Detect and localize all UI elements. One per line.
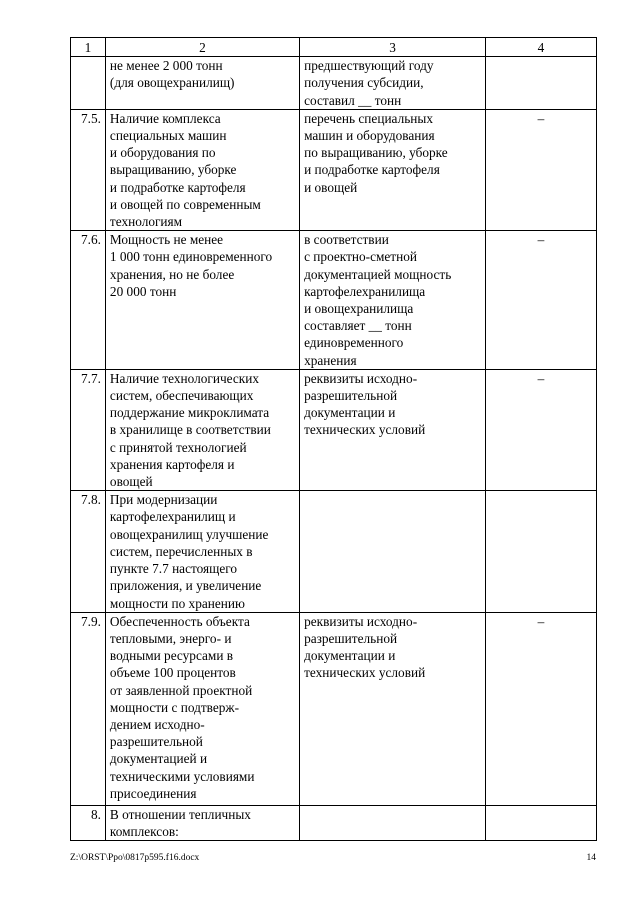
row-number [71,57,106,110]
criterion-cell: не менее 2 000 тонн (для овощехранилищ) [105,57,299,110]
criterion-cell: Наличие технологических систем, обеспечивающих поддержание микроклимата в хранилище в соответствии с принятой технологией хранения картофеля и овощей [105,369,299,490]
table-row [71,231,597,370]
column-header-3: 3 [300,38,486,57]
mark-cell [486,491,597,612]
table-row [71,805,597,840]
criterion-cell: Мощность не менее 1 000 тонн единовременного хранения, но не более 20 000 тонн [105,231,299,370]
documents-cell: перечень специальных машин и оборудования по выращиванию, уборке и подработке картофеля и овощей [300,109,486,230]
mark-cell: – [486,231,597,370]
documents-cell: предшествующий году получения субсидии, составил __ тонн [300,57,486,110]
table-row [71,109,597,230]
mark-cell: – [486,369,597,490]
row-number: 7.9. [71,612,106,805]
mark-cell: – [486,109,597,230]
row-number: 7.6. [71,231,106,370]
table-row [71,57,597,110]
table-header-row [71,38,597,57]
documents-cell: реквизиты исходно- разрешительной документации и технических условий [300,612,486,805]
documents-cell: реквизиты исходно- разрешительной документации и технических условий [300,369,486,490]
row-number: 7.8. [71,491,106,612]
column-header-4: 4 [486,38,597,57]
column-header-2: 2 [105,38,299,57]
criterion-cell: Обеспеченность объекта тепловыми, энерго- и водными ресурсами в объеме 100 процентов от заявленной проектной мощности с подтверж- дением исходно- разрешительной документацией и техническими условиями присоединения [105,612,299,805]
criterion-cell: При модернизации картофелехранилищ и овощехранилищ улучшение систем, перечисленных в пункте 7.7 настоящего приложения, и увеличение мощности по хранению [105,491,299,612]
documents-cell [300,805,486,840]
mark-cell [486,57,597,110]
column-header-1: 1 [71,38,106,57]
criterion-cell: Наличие комплекса специальных машин и оборудования по выращиванию, уборке и подработке картофеля и овощей по современным технологиям [105,109,299,230]
page-number: 14 [586,853,596,863]
criteria-table [70,37,597,841]
mark-cell: – [486,612,597,805]
table-row [71,612,597,805]
footer-file-path: Z:\ORST\Ppo\0817p595.f16.docx [70,853,200,863]
criterion-cell: В отношении тепличных комплексов: [105,805,299,840]
table-row [71,491,597,612]
documents-cell [300,491,486,612]
documents-cell: в соответствии с проектно-сметной документацией мощность картофелехранилища и овощехранилища составляет __ тонн единовременного хранения [300,231,486,370]
row-number: 7.7. [71,369,106,490]
row-number: 7.5. [71,109,106,230]
mark-cell [486,805,597,840]
table-row [71,369,597,490]
row-number: 8. [71,805,106,840]
